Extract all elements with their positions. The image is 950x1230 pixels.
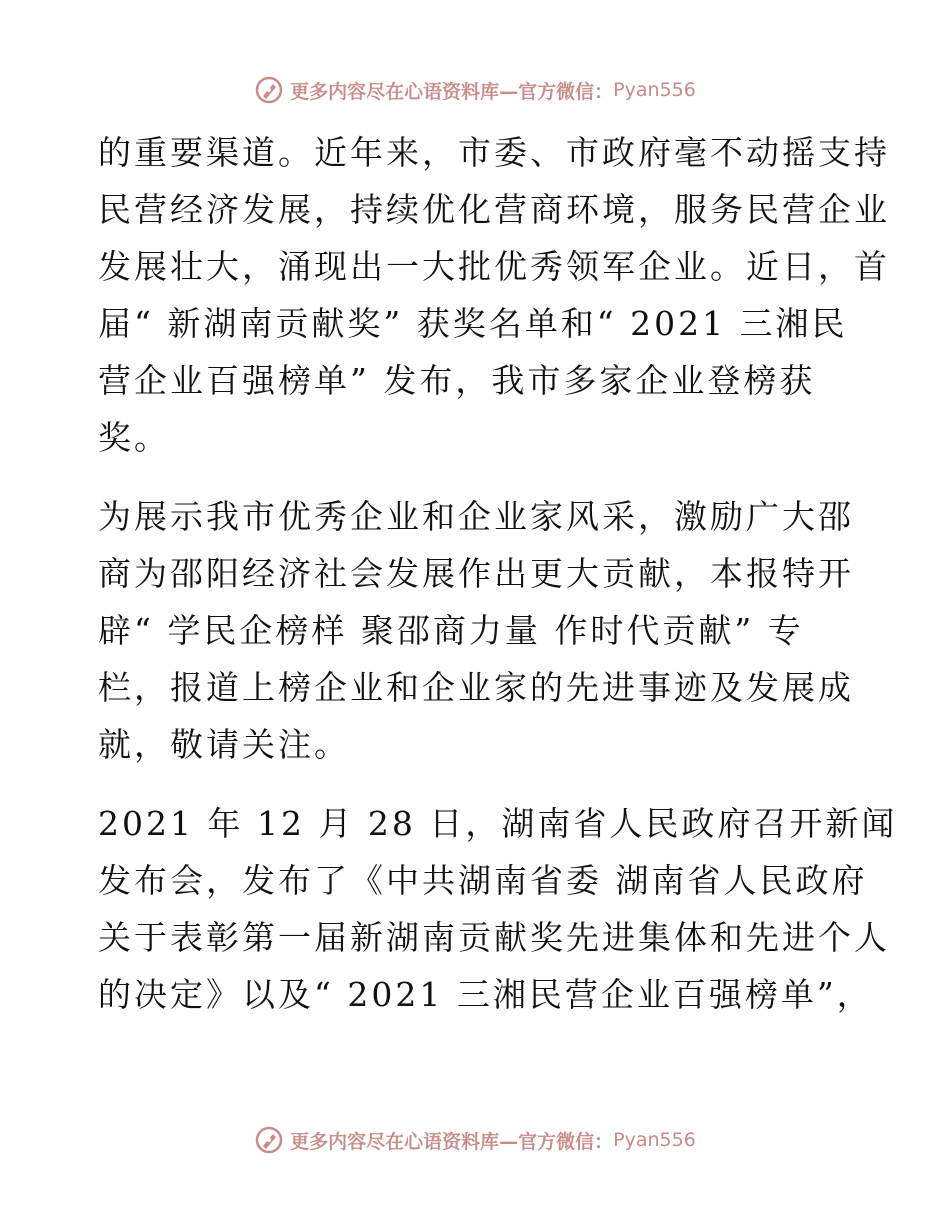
text-line: 民营经济发展，持续优化营商环境，服务民营企业 [98, 190, 890, 229]
text-line: 关于表彰第一届新湖南贡献奖先进集体和先进个人 [98, 918, 890, 957]
text-line: 奖。 [98, 418, 170, 457]
text-line: 的决定》以及“ 2021 三湘民营企业百强榜单”， [98, 975, 873, 1014]
text-line: 营企业百强榜单” 发布，我市多家企业登榜获 [98, 361, 816, 400]
header-watermark [0, 72, 950, 108]
text-line: 就，敬请关注。 [98, 725, 350, 764]
paragraph-3 [98, 795, 898, 1023]
footer-watermark [0, 1122, 950, 1158]
text-line: 商为邵阳经济社会发展作出更大贡献，本报特开 [98, 554, 854, 593]
watermark-wechat-id: Pyan556 [613, 1129, 696, 1151]
watermark-wechat-id: Pyan556 [613, 79, 696, 101]
text-line: 发布会，发布了《中共湖南省委 湖南省人民政府 [98, 861, 868, 900]
watermark-text: 更多内容尽在心语资料库—官方微信： [290, 1130, 614, 1153]
text-line: 届“ 新湖南贡献奖” 获奖名单和“ 2021 三湘民 [98, 304, 848, 343]
text-line: 辟“ 学民企榜样 聚邵商力量 作时代贡献” 专 [98, 611, 804, 650]
text-line: 发展壮大，涌现出一大批优秀领军企业。近日，首 [98, 247, 890, 286]
pen-logo-icon [254, 1125, 284, 1155]
text-line: 的重要渠道。近年来，市委、市政府毫不动摇支持 [98, 133, 890, 172]
paragraph-2 [98, 488, 858, 773]
watermark-text: 更多内容尽在心语资料库—官方微信： [290, 80, 614, 103]
pen-logo-icon [254, 75, 284, 105]
text-line: 2021 年 12 月 28 日，湖南省人民政府召开新闻 [98, 804, 898, 843]
paragraph-1 [98, 124, 890, 466]
article-body [98, 124, 898, 1045]
text-line: 为展示我市优秀企业和企业家风采，激励广大邵 [98, 497, 854, 536]
text-line: 栏，报道上榜企业和企业家的先进事迹及发展成 [98, 668, 854, 707]
